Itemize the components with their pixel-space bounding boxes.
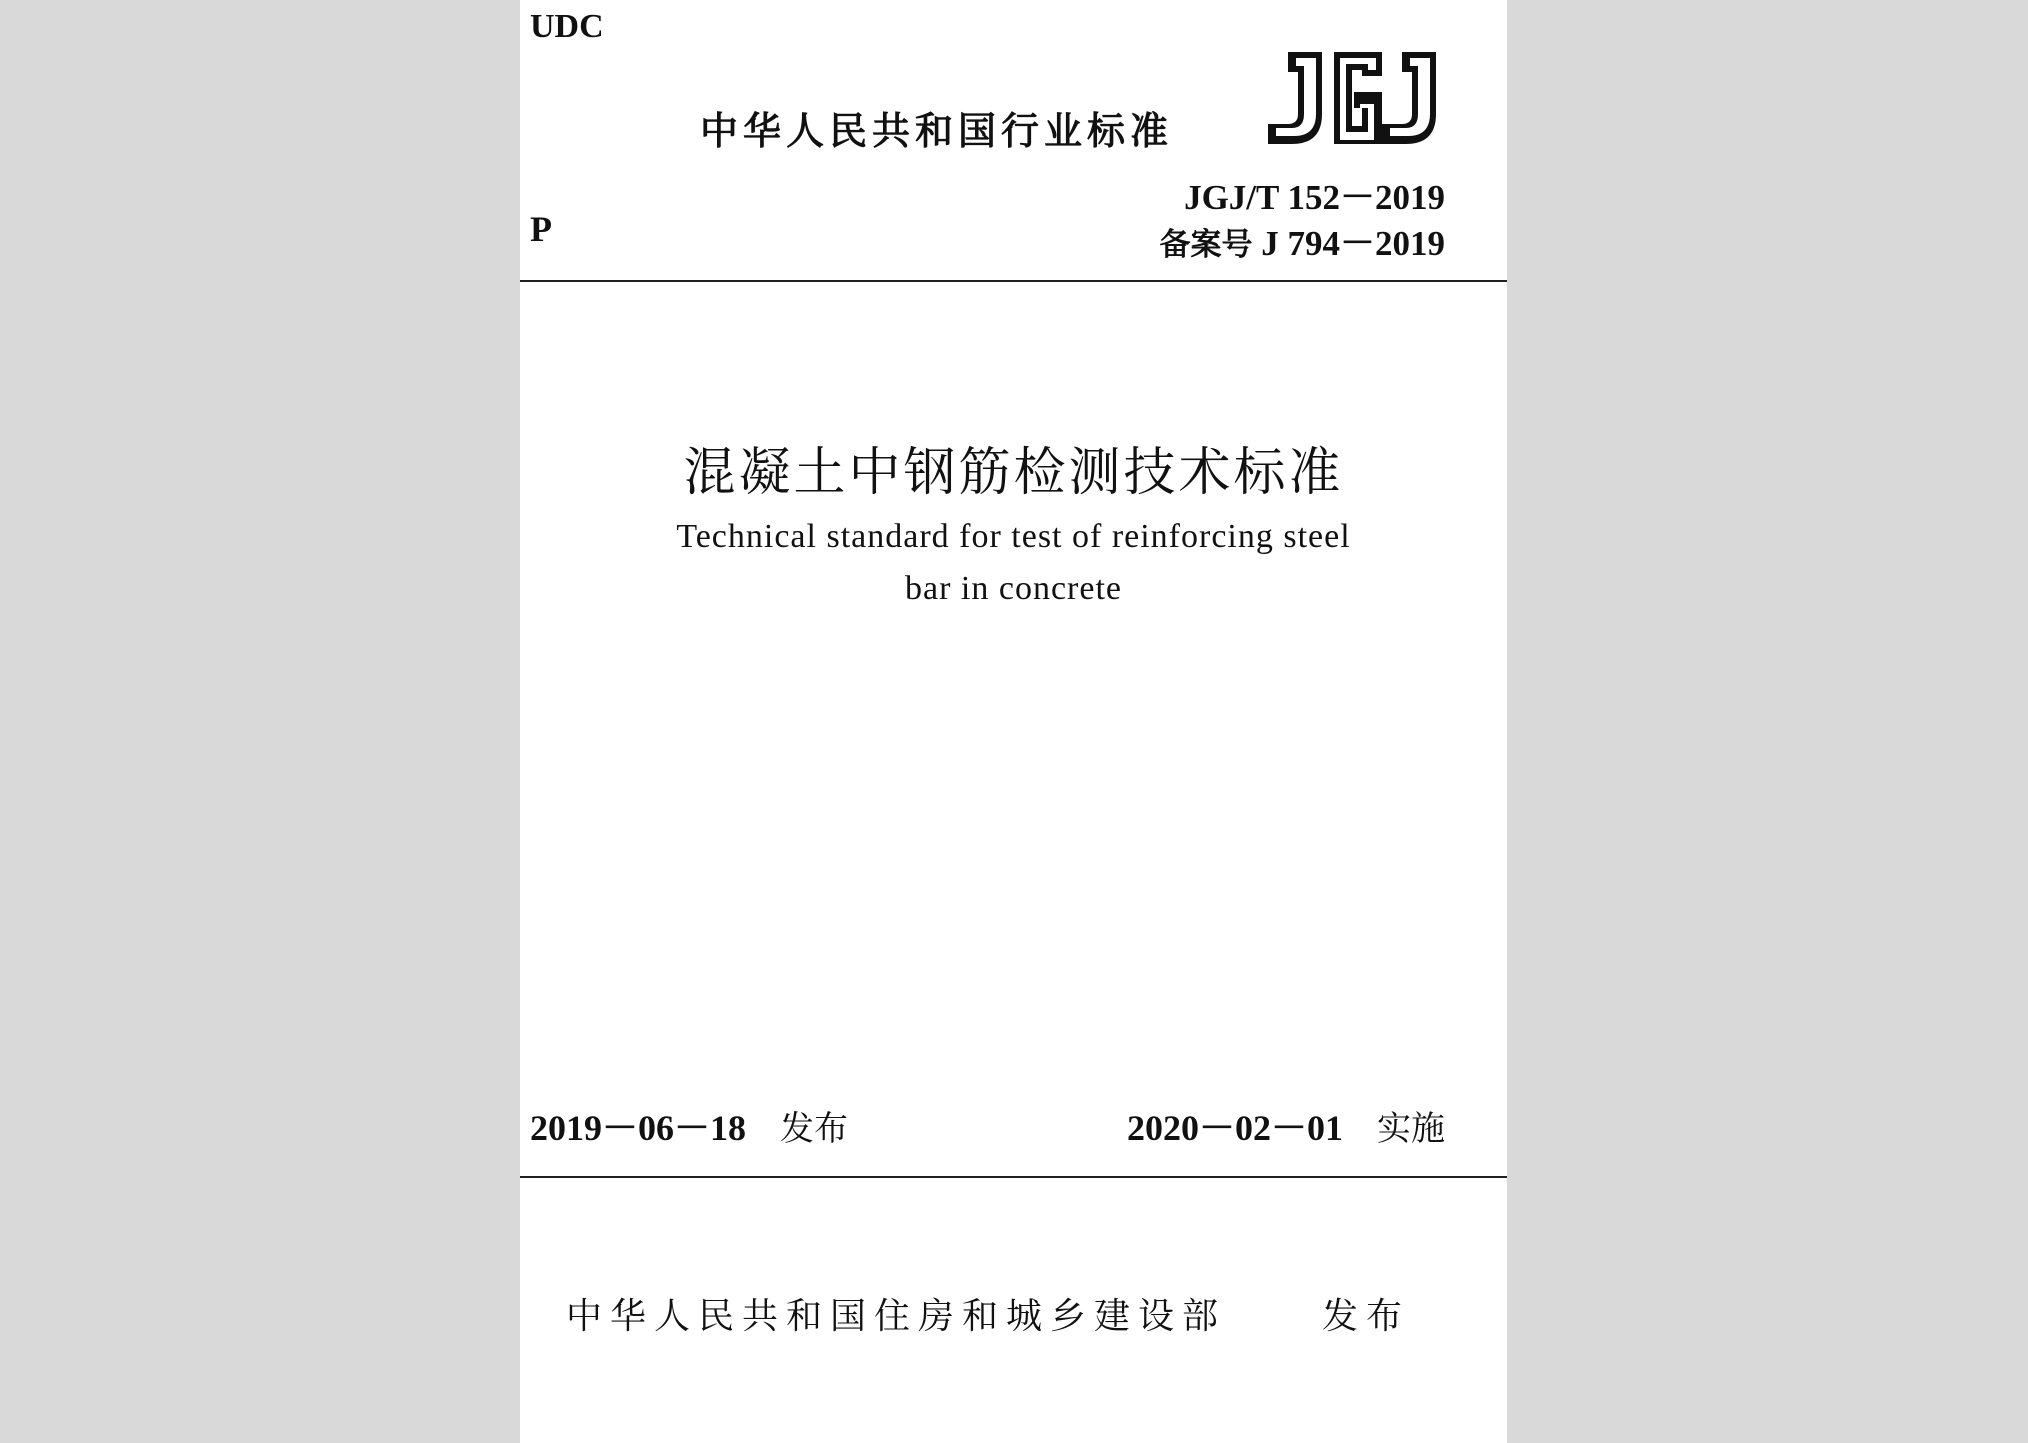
issue-date-line	[530, 1100, 848, 1151]
jgj-logo	[1260, 48, 1450, 148]
effective-date: 2020－02－01	[1126, 1108, 1343, 1148]
title-chinese: 混凝土中钢筋检测技术标准	[683, 443, 1344, 503]
effective-label: 实施	[1377, 1109, 1445, 1149]
title-english-line2: bar in concrete	[905, 570, 1122, 607]
publisher-action: 发布	[1322, 1296, 1411, 1337]
industry-standard-heading: 中华人民共和国行业标准	[700, 109, 1174, 153]
udc-label: UDC	[530, 8, 604, 45]
issue-label: 发布	[780, 1109, 849, 1149]
standard-code: JGJ/T 152－2019	[1184, 178, 1445, 217]
effective-date-line	[1127, 1100, 1445, 1151]
publisher-name: 中华人民共和国住房和城乡建设部	[566, 1296, 1227, 1337]
footer-divider	[520, 1176, 1507, 1178]
issue-date: 2019－06－18	[530, 1108, 747, 1148]
filing-number-line	[1159, 216, 1445, 266]
filing-label: 备案号	[1159, 227, 1253, 263]
header-divider	[520, 280, 1507, 282]
filing-number: J 794－2019	[1261, 224, 1445, 263]
document-page	[520, 0, 1507, 1443]
title-english-line1: Technical standard for test of reinforcing steel	[676, 518, 1351, 555]
category-label: P	[530, 209, 552, 249]
